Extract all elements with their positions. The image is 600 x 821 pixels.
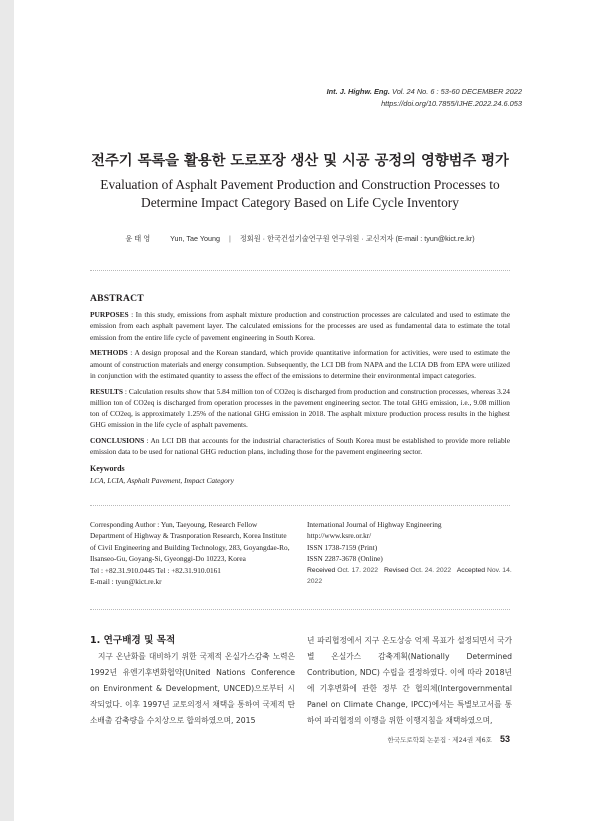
abstract-purposes <box>90 309 510 343</box>
keywords-heading: Keywords <box>90 464 125 474</box>
pub-issn-online: ISSN 2287-3678 (Online) <box>307 554 383 564</box>
doi-link[interactable]: https://doi.org/10.7855/IJHE.2022.24.6.053 <box>381 99 522 108</box>
conclusions-text: : An LCI DB that accounts for the industrial characteristics of South Korea must be established to provide more reliable emission data to be used for national GHG reduction plans, including those for the pavement engineering sector. <box>90 436 510 457</box>
body-paragraph-left: 지구 온난화를 대비하기 위한 국제적 온실가스감축 노력은 1992년 유엔기후변화협약(United Nations Conference on Environment & Development, UNCED)으로부터 시작되었다. 이후 1997년 교토의정서 채택을 통하여 국제적 탄소배출 감축량을 수치상으로 합의하였으며, 2015 <box>90 652 295 725</box>
results-label: RESULTS <box>90 386 124 396</box>
abstract-heading: ABSTRACT <box>90 293 144 304</box>
revised-date: Oct. 24. 2022 <box>410 566 452 574</box>
accepted-label: Accepted <box>456 566 486 574</box>
keywords-list: LCA, LCIA, Asphalt Pavement, Impact Category <box>90 475 234 485</box>
corr-line-4: Ilsanseo-Gu, Goyang-Si, Gyeonggi-Do 10223, Korea <box>90 554 246 564</box>
author-affiliation: 정회원 · 한국건설기술연구원 연구위원 · 교신저자 (E-mail : tyun@kict.re.kr) <box>239 234 475 243</box>
journal-volume: Vol. 24 No. 6 : 53-60 DECEMBER 2022 <box>392 87 522 96</box>
publication-info-block <box>307 519 517 587</box>
methods-label: METHODS <box>90 348 128 358</box>
corr-email[interactable]: E-mail : tyun@kict.re.kr <box>90 577 162 587</box>
title-english <box>0 176 600 212</box>
corresponding-author-block <box>90 519 300 587</box>
corr-line-1: Corresponding Author : Yun, Taeyoung, Research Fellow <box>90 520 258 529</box>
abstract-conclusions <box>90 435 510 457</box>
body-column-left <box>90 649 295 729</box>
author-line <box>0 234 600 244</box>
revised-label: Revised <box>383 566 409 574</box>
corr-line-5: Tel : +82.31.910.0445 Tel : +82.31.910.0161 <box>90 565 221 575</box>
divider-bottom <box>90 609 510 610</box>
body-column-right <box>307 633 512 729</box>
abstract-section <box>90 293 510 486</box>
author-name-english: Yun, Tae Young <box>170 234 220 243</box>
methods-text: : A design proposal and the Korean standard, which provide quantitative information for activities, were used to estimate the amount of construction materials and energy consumption. Subsequently, the LCI DB from NAPA and the LCIA DB from EPA were utilized in conjunction with the estimated quantity to assess the effect of the emissions to determine their environmental impact categories. <box>90 348 510 380</box>
purposes-text: : In this study, emissions from asphalt mixture production and construction processes are calculated and used to estimate the emission from each asphalt pavement layer. The calculated emissions for the processes are used as fundamental data to estimate the total emission from the entire life cycle of pavement engineering in South Korea. <box>90 310 510 342</box>
title-english-line-1: Evaluation of Asphalt Pavement Production and Construction Processes to <box>100 177 500 192</box>
journal-abbrev: Int. J. Highw. Eng. <box>326 87 390 96</box>
abstract-methods <box>90 347 510 381</box>
conclusions-label: CONCLUSIONS <box>90 436 145 446</box>
pub-journal-name: International Journal of Highway Engineering <box>307 520 442 529</box>
accepted-date: Nov. 14. 2022 <box>307 566 512 586</box>
purposes-label: PURPOSES <box>90 310 129 320</box>
page-number: 53 <box>499 734 510 744</box>
results-text: : Calculation results show that 5.84 million ton of CO2eq is discharged from production and construction processes, whereas 3.24 million ton of CO2eq is discharged from operation processes in the pavement engineering sector. The total GHG emission, i.e., 9.08 million ton of CO2eq, is approximately 1.25% of the national GHG emission in 2018. The asphalt mixture production process results in the highest GHG emission in the life cycle of asphalt pavements. <box>90 386 510 430</box>
section-1-title: 1. 연구배경 및 목적 <box>90 635 176 646</box>
corr-line-2: Department of Highway & Trasnporation Research, Korea Institute <box>90 531 287 541</box>
pub-website-link[interactable]: http://www.ksre.or.kr/ <box>307 531 372 541</box>
author-separator: | <box>228 234 231 243</box>
received-label: Received <box>307 566 336 574</box>
pub-dates <box>307 565 517 588</box>
divider-top <box>90 270 510 271</box>
title-korean: 전주기 목록을 활용한 도로포장 생산 및 시공 공정의 영향범주 평가 <box>91 153 509 169</box>
divider-middle <box>90 505 510 506</box>
abstract-results <box>90 386 510 431</box>
body-paragraph-right: 년 파리협정에서 지구 온도상승 억제 목표가 설정되면서 국가별 온실가스 감축계획(Nationally Determined Contribution, NDC) 수립을 결정하였다. 이에 따라 2018년에 기후변화에 관한 정부 간 협의체(Intergovernmental Panel on Climate Change, IPCC)에서는 특별보고서를 통하여 파리협정의 이행을 위한 이행지침을 채택하였으며, <box>307 636 512 725</box>
received-date: Oct. 17. 2022 <box>337 566 379 574</box>
page-footer <box>388 734 510 744</box>
title-english-line-2: Determine Impact Category Based on Life Cycle Inventory <box>141 195 459 210</box>
author-name-korean: 윤 태 영 <box>125 234 151 243</box>
pub-issn-print: ISSN 1738-7159 (Print) <box>307 542 378 552</box>
footer-journal: 한국도로학회 논문집 · 제24권 제6호 <box>387 736 492 744</box>
journal-header <box>327 86 522 110</box>
corr-line-3: of Civil Engineering and Building Technology, 283, Goyangdae-Ro, <box>90 542 290 552</box>
